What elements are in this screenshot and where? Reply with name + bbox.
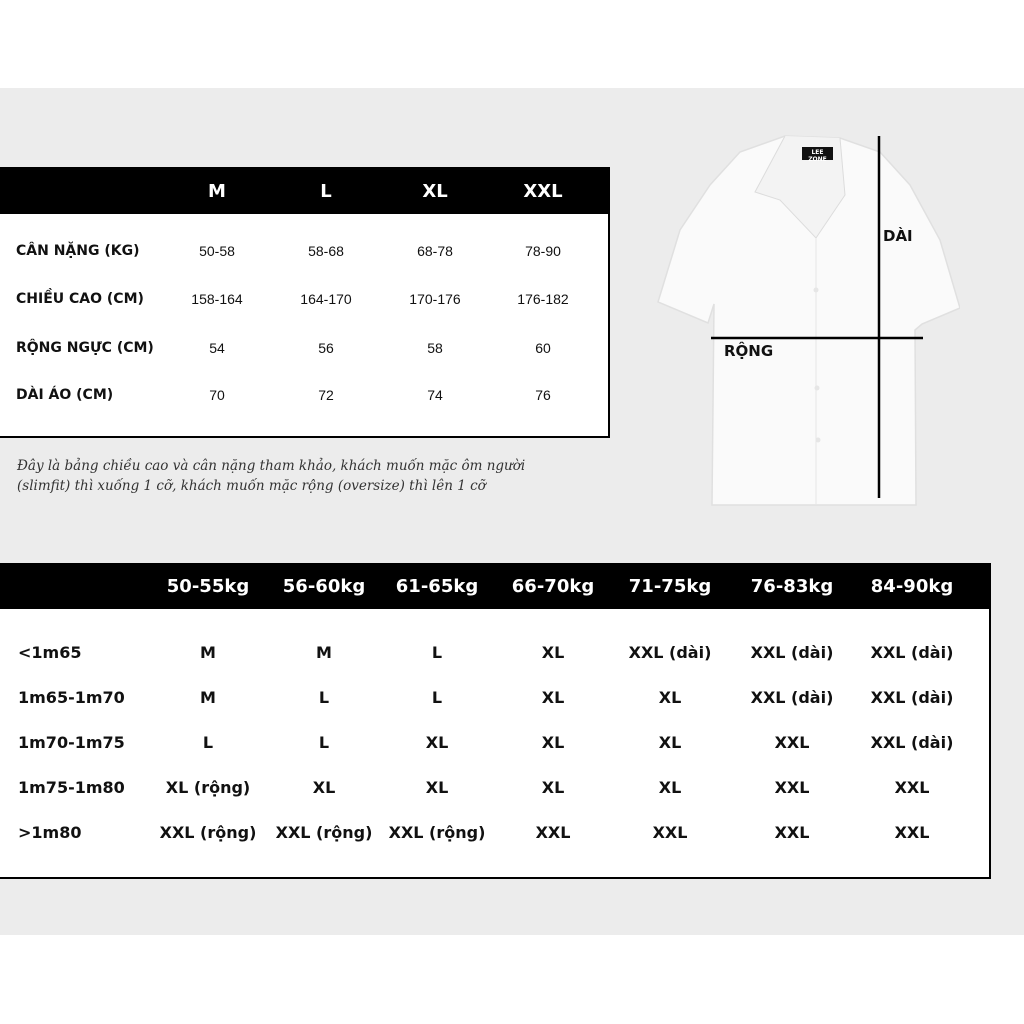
column-header: 61-65kg bbox=[395, 576, 479, 597]
recommend-table-header bbox=[0, 565, 989, 609]
table-cell: 60 bbox=[535, 340, 551, 356]
width-label: RỘNG bbox=[724, 342, 774, 360]
table-cell: 58-68 bbox=[308, 243, 344, 259]
table-cell: XL bbox=[541, 643, 565, 662]
table-cell: XXL (rộng) bbox=[388, 823, 486, 842]
shirt-diagram bbox=[640, 120, 960, 520]
table-cell: XXL (dài) bbox=[870, 733, 954, 752]
column-header: 71-75kg bbox=[628, 576, 712, 597]
column-header: XXL bbox=[523, 181, 563, 202]
row-label: >1m80 bbox=[18, 823, 82, 842]
table-cell: XXL (dài) bbox=[628, 643, 712, 662]
note-line-2: (slimfit) thì xuống 1 cỡ, khách muốn mặc rộng (oversize) thì lên 1 cỡ bbox=[17, 478, 486, 494]
table-cell: XXL (rộng) bbox=[159, 823, 257, 842]
size-note bbox=[17, 456, 557, 496]
table-cell: 68-78 bbox=[417, 243, 453, 259]
table-cell: 58 bbox=[427, 340, 443, 356]
table-cell: XXL bbox=[535, 823, 571, 842]
table-cell: XL bbox=[541, 733, 565, 752]
row-label: RỘNG NGỰC (CM) bbox=[16, 340, 154, 356]
table-cell: XXL (dài) bbox=[750, 688, 834, 707]
table-cell: 56 bbox=[318, 340, 334, 356]
table-cell: XXL (dài) bbox=[750, 643, 834, 662]
table-cell: M bbox=[200, 643, 216, 662]
table-cell: L bbox=[318, 688, 330, 707]
table-cell: XXL (dài) bbox=[870, 688, 954, 707]
table-cell: L bbox=[431, 643, 443, 662]
table-cell: XL bbox=[658, 688, 682, 707]
column-header: 50-55kg bbox=[166, 576, 250, 597]
table-cell: XL (rộng) bbox=[165, 778, 251, 797]
column-header: 66-70kg bbox=[511, 576, 595, 597]
table-cell: XXL bbox=[774, 733, 810, 752]
row-label: 1m70-1m75 bbox=[18, 733, 125, 752]
table-cell: XXL bbox=[774, 823, 810, 842]
shirt-illustration bbox=[640, 120, 960, 520]
table-cell: 170-176 bbox=[409, 291, 461, 307]
table-cell: 74 bbox=[427, 387, 443, 403]
table-cell: XL bbox=[312, 778, 336, 797]
table-cell: 176-182 bbox=[517, 291, 569, 307]
row-label: DÀI ÁO (CM) bbox=[16, 387, 114, 403]
table-cell: L bbox=[202, 733, 214, 752]
column-header: M bbox=[208, 181, 226, 202]
table-cell: 72 bbox=[318, 387, 334, 403]
table-cell: M bbox=[200, 688, 216, 707]
table-cell: XXL bbox=[652, 823, 688, 842]
table-cell: L bbox=[318, 733, 330, 752]
table-cell: L bbox=[431, 688, 443, 707]
table-cell: XXL (rộng) bbox=[275, 823, 373, 842]
size-table bbox=[0, 167, 610, 438]
column-header: XL bbox=[422, 181, 448, 202]
column-header: 84-90kg bbox=[870, 576, 954, 597]
table-cell: XL bbox=[425, 778, 449, 797]
table-cell: 158-164 bbox=[191, 291, 243, 307]
table-cell: XL bbox=[425, 733, 449, 752]
table-cell: XL bbox=[658, 778, 682, 797]
table-cell: XXL (dài) bbox=[870, 643, 954, 662]
table-cell: XL bbox=[541, 778, 565, 797]
row-label: <1m65 bbox=[18, 643, 82, 662]
table-cell: 54 bbox=[209, 340, 225, 356]
table-cell: M bbox=[316, 643, 332, 662]
size-table-header bbox=[0, 169, 608, 214]
table-cell: 70 bbox=[209, 387, 225, 403]
table-cell: XL bbox=[658, 733, 682, 752]
table-cell: XXL bbox=[774, 778, 810, 797]
table-cell: XL bbox=[541, 688, 565, 707]
note-line-1: Đây là bảng chiều cao và cân nặng tham khảo, khách muốn mặc ôm người bbox=[17, 458, 526, 474]
brand-tag: LEE ZONE bbox=[808, 149, 827, 163]
row-label: CHIỀU CAO (CM) bbox=[16, 291, 144, 307]
table-cell: 50-58 bbox=[199, 243, 235, 259]
column-header: L bbox=[320, 181, 332, 202]
table-cell: 78-90 bbox=[525, 243, 561, 259]
table-cell: 164-170 bbox=[300, 291, 352, 307]
length-label: DÀI bbox=[883, 227, 913, 245]
table-cell: 76 bbox=[535, 387, 551, 403]
table-cell: XXL bbox=[894, 778, 930, 797]
table-cell: XXL bbox=[894, 823, 930, 842]
row-label: 1m65-1m70 bbox=[18, 688, 125, 707]
row-label: 1m75-1m80 bbox=[18, 778, 125, 797]
column-header: 76-83kg bbox=[750, 576, 834, 597]
recommend-table bbox=[0, 563, 991, 879]
column-header: 56-60kg bbox=[282, 576, 366, 597]
row-label: CÂN NẶNG (KG) bbox=[16, 243, 140, 259]
